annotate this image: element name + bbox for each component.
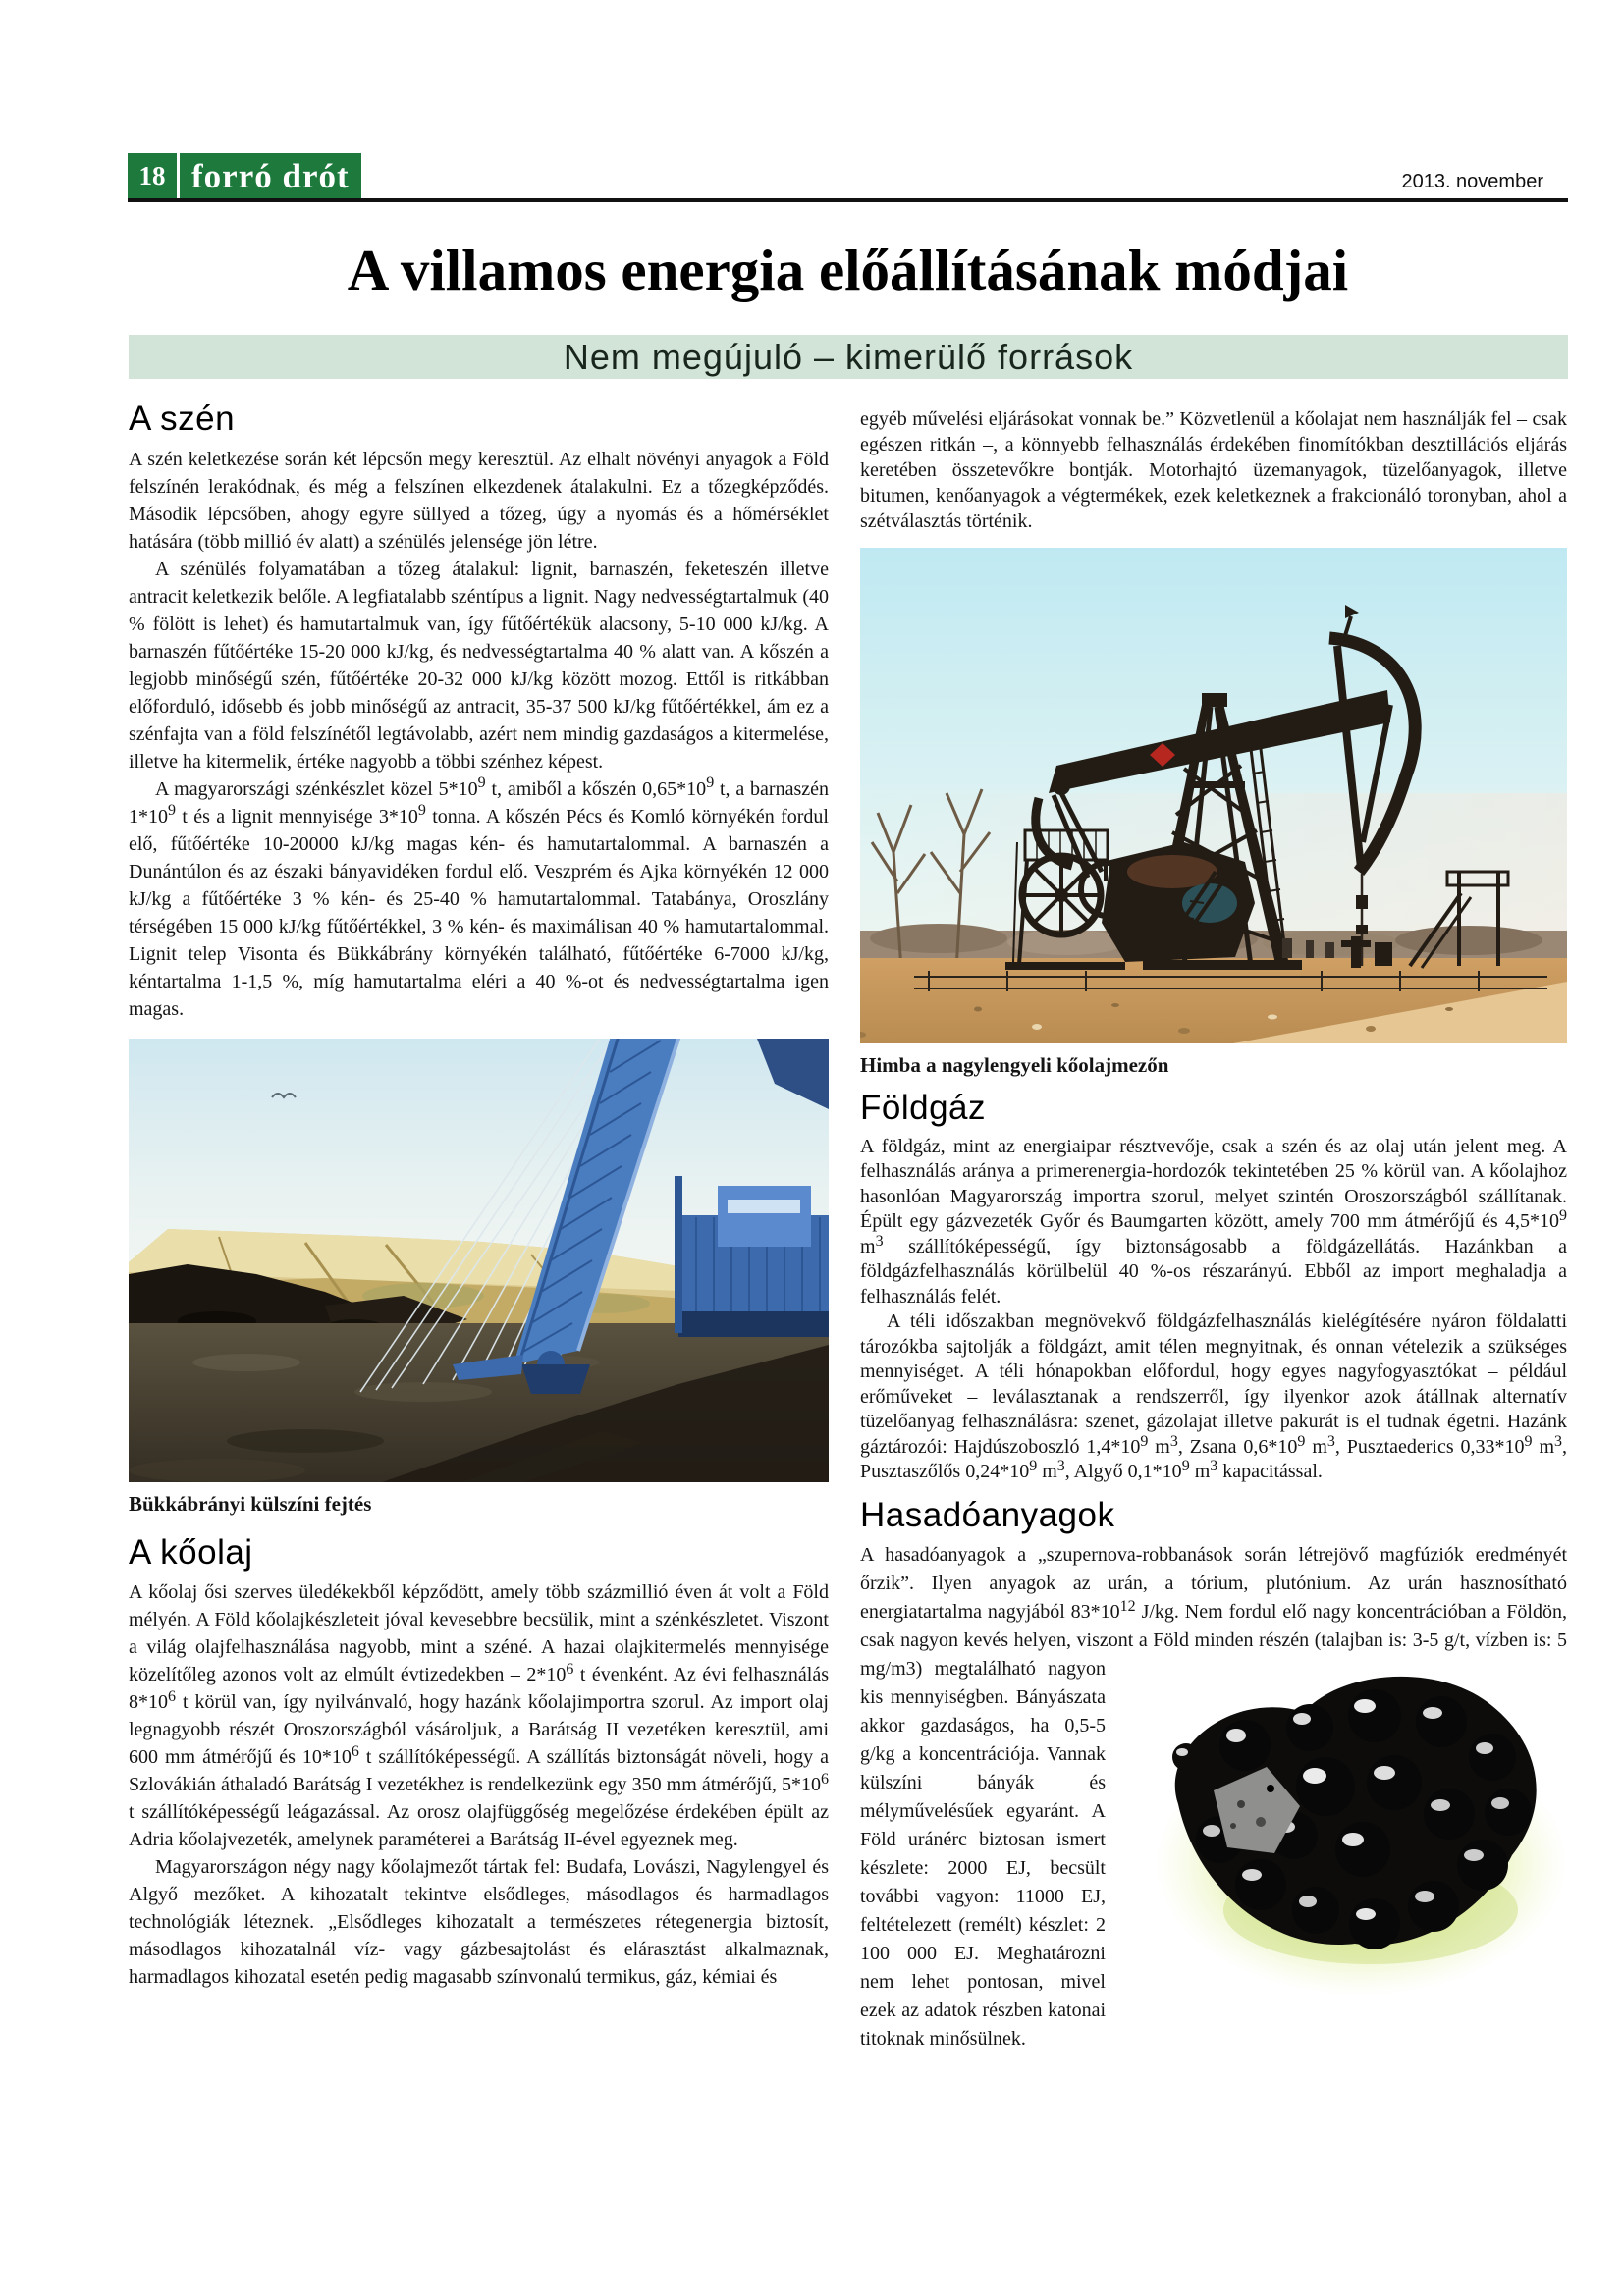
coal-floor: [129, 1323, 829, 1482]
foldgaz-paragraph-2: A téli időszakban megnövekvő földgázfelhasználás kielégítésére nyáron földalatti tározókba sajtolják a földgázt, amit télen megnyitnak, és onnan vételezik a szükséges mennyiséget. A téli hónapokban előfordul, hogy egyes nagyfogyasztókat – például erőműveket – leválasztanak a rendszerről, így ilyenkor azok átállnak alternatív tüzelőanyag felhasználásra: szenet, gázolajat illetve pakurát is el tudnak égetni. Hazánk gáztározói: Hajdúszoboszló $1,4*10^9$ $m^3$, Zsana $0,6*10^9$ $m^3$, Pusztaederics $0,33*10^9$ $m^3$, Pusztaszőlős $0,24*10^9$ $m^3$, Algyő $0,1*10^9$ $m^3$ kapacitással.: [860, 1310, 1568, 1483]
hasado-text-part2: is: 5 mg/m3) megtalálható nagyon kis mennyiségben. Bányászata akkor gazdaságos, ha 0,5-5 g/kg a koncentrációja. Vannak külszíni bányák és mélyművelésűek egyaránt. A Föld uránérc biztosan ismert készlete: 2000 EJ, becsült további vagyon: 11000 EJ, feltételezett (remélt) készlet: 2 100 000 EJ. Meghatározni nem lehet pontosan, mivel ezek az adatok részben katonai titoknak minősülnek.: [860, 1629, 1567, 2051]
foldgaz-paragraph-1: A földgáz, mint az energiaipar résztvevője, csak a szén és az olaj után jelent meg. A felhasználás aránya a primerenergia-hordozók tekintetében 25 % körül van. A kőolajhoz hasonlóan Magyarország importra szorul, melyet szintén Oroszországból szállítanak. Épült egy gázvezeték Győr és Baumgarten között, amely 700 mm átmérőjű és $4,5*10^9$ $m^3$ szállítóképességű, így biztonságosabb a földgázellátás. Hazánkban a földgázfelhasználás körülbelül 40 %-os részarányú. Ebből az import meghaladja a felhasználás felét.: [860, 1135, 1567, 1308]
page-number-badge: 18: [128, 153, 177, 199]
hasado-paragraph: [860, 1541, 1567, 2054]
pumpjack-photo: [860, 548, 1567, 1043]
pump-ground: [860, 958, 1567, 1043]
uranium-ore-illustration: [1117, 1657, 1567, 2002]
heading-szen: A szén: [129, 400, 236, 438]
section-banner: Nem megújuló – kimerülő források: [129, 335, 1568, 379]
heading-hasado: Hasadóanyagok: [860, 1495, 1115, 1534]
heading-foldgaz: Földgáz: [860, 1089, 987, 1128]
masthead-logo: [128, 153, 361, 199]
szen-paragraph-1: A szén keletkezése során két lépcsőn megy keresztül. Az elhalt növényi anyagok a Föld felszínén lerakódnak, és még a felszínen elkezdenek átalakulni. Ez a tőzegképződés. Második lépcsőben, ahogy egyre süllyed a tőzeg, úgy a nyomás és a hőmérséklet hatására (több millió év alatt) a szénülés jelensége jön létre.: [129, 448, 829, 553]
uranium-ore-photo: [1117, 1657, 1567, 2002]
brand-logo: forró drót: [180, 153, 361, 199]
pump-photo-caption: Himba a nagylengyeli kőolajmezőn: [860, 1053, 1169, 1077]
coal-mine-illustration: [129, 1039, 829, 1482]
koolaj-continuation-paragraph: egyéb művelési eljárásokat vonnak be.” Közvetlenül a kőolajat nem használják fel – csak egészen ritkán –, a könnyebb felhasználás érdekében finomítókban desztillációs eljárás keretében összetevőkre bontják. Motorhajtó üzemanyagok, tüzelőanyagok, illetve bitumen, kenőanyagok a végtermékek, ezek keletkeznek a frakcionáló toronyban, ahol a szétválasztás történik.: [860, 408, 1567, 532]
hasado-text-part1: A hasadóanyagok a „szupernova-robbanások során létrejövő magfúziók eredményét őrzik”. Ilyen anyagok az urán, a tórium, plutónium. Az urán hasznosítható energiatartalma nagyjából $83*10^{12}$ J/kg. Nem fordul elő nagy koncentrációban a Földön, csak nagyon kevés helyen, viszont a Föld minden részén (talajban is: 3-5 g/t, vízben: [860, 1544, 1567, 1652]
pumpjack-illustration: [860, 548, 1567, 1043]
koolaj-paragraph-1: A kőolaj ősi szerves üledékekből képződött, amely több százmillió éven át volt a Föld mélyén. A Föld kőolajkészleteit jóval kevesebbre becsülik, mint a szénkészletet. Viszont a világ olajfelhasználása nagyobb, mint a széné. A hazai olajkitermelés mennyisége közelítőleg azonos volt az elmúlt évtizedekben – $2*10^6$ t évenként. Az évi felhasználás $8*10^6$ t körül van, így nyilvánvaló, hogy hazánk kőolajimportra szorul. Az import olaj legnagyobb részét Oroszországból vásároljuk, a Barátság II vezetéken keresztül, ami 600 mm átmérőjű és $10*10^6$ t szállítóképességű. A szállítás biztonságát növeli, hogy a Szlovákián áthaladó Barátság I vezetékhez is rendelkezünk egy 350 mm átmérőjű, $5*10^6$ t szállítóképességű leágazással. Az orosz olajfüggőség megelőzése érdekében épült az Adria kőolajvezeték, amelynek paraméterei a Barátság II-ével egyeznek meg.: [129, 1581, 829, 1851]
szen-paragraph-3: A magyarországi szénkészlet közel $5*10^9$ t, amiből a kőszén $0,65*10^9$ t, a barnaszén $1*10^9$ t és a lignit mennyisége $3*10^9$ tonna. A kőszén Pécs és Komló környékén fordul elő, fűtőértéke 10-20000 kJ/kg magas kén- és hamutartalommal. A barnaszén a Dunántúlon és az északi bányavidéken fordul elő. Veszprém és Ajka környékén 12 000 kJ/kg a fűtőértéke 3 % kén- és 25-40 % hamutartalommal. Tatabánya, Oroszlány térségében 15 000 kJ/kg fűtőértékkel, 3 % kén- és maximálisan 40 % hamutartalommal. Lignit telep Visonta és Bükkábrány környékén található, fűtőértéke 6-7000 kJ/kg, kéntartalma 1-1,5 %, míg hamutartalma eléri a 40 %-ot és nedvességtartalma igen magas.: [129, 774, 829, 1020]
coal-mine-photo: [129, 1039, 829, 1482]
coal-photo-caption: Bükkábrányi külszíni fejtés: [129, 1491, 372, 1516]
left-column: [129, 400, 829, 1991]
issue-date: 2013. november: [1401, 171, 1543, 192]
koolaj-paragraph-2: Magyarországon négy nagy kőolajmezőt tártak fel: Budafa, Lovászi, Nagylengyel és Algyő mezőket. A kihozatalt tekintve elsődleges, másodlagos és harmadlagos technológiák léteznek. „Elsődleges kihozatalt a természetes rétegenergia biztosít, másodlagos kihozatalnál víz- vagy gázbesajtolást és elárasztást alkalmaznak, harmadlagos kihozatal esetén pedig magasabb színvonalú termikus, gáz, kémiai és: [129, 1856, 829, 1989]
heading-koolaj: A kőolaj: [129, 1532, 253, 1572]
szen-paragraph-2: A szénülés folyamatában a tőzeg átalakul: lignit, barnaszén, feketeszén illetve antracit keletkezik belőle. A legfiatalabb széntípus a lignit. Nagy nedvességtartalmuk (40 % fölött is lehet) és hamutartalmuk van, így fűtőértékük alacsony, 5-10 000 kJ/kg. A barnaszén fűtőértéke 15-20 000 kJ/kg, és nedvességtartalma 40 % alatt van. A kőszén a legjobb minőségű szén, fűtőértéke 20-32 000 kJ/kg között mozog. Ettől is ritkábban előforduló, idősebb és jobb minőségű az antracit, 35-37 500 kJ/kg fűtőértékkel, ám ez a szénfajta van a föld felszínétől legtávolabb, azért nem mindig gazdaságos a kitermelése, illetve ha kitermelik, értéke nagyobb a többi szénhez képest.: [129, 558, 829, 773]
article-title: A villamos energia előállításának módjai: [347, 238, 1349, 302]
header-rule: [128, 198, 1568, 202]
right-column: [860, 406, 1567, 2054]
